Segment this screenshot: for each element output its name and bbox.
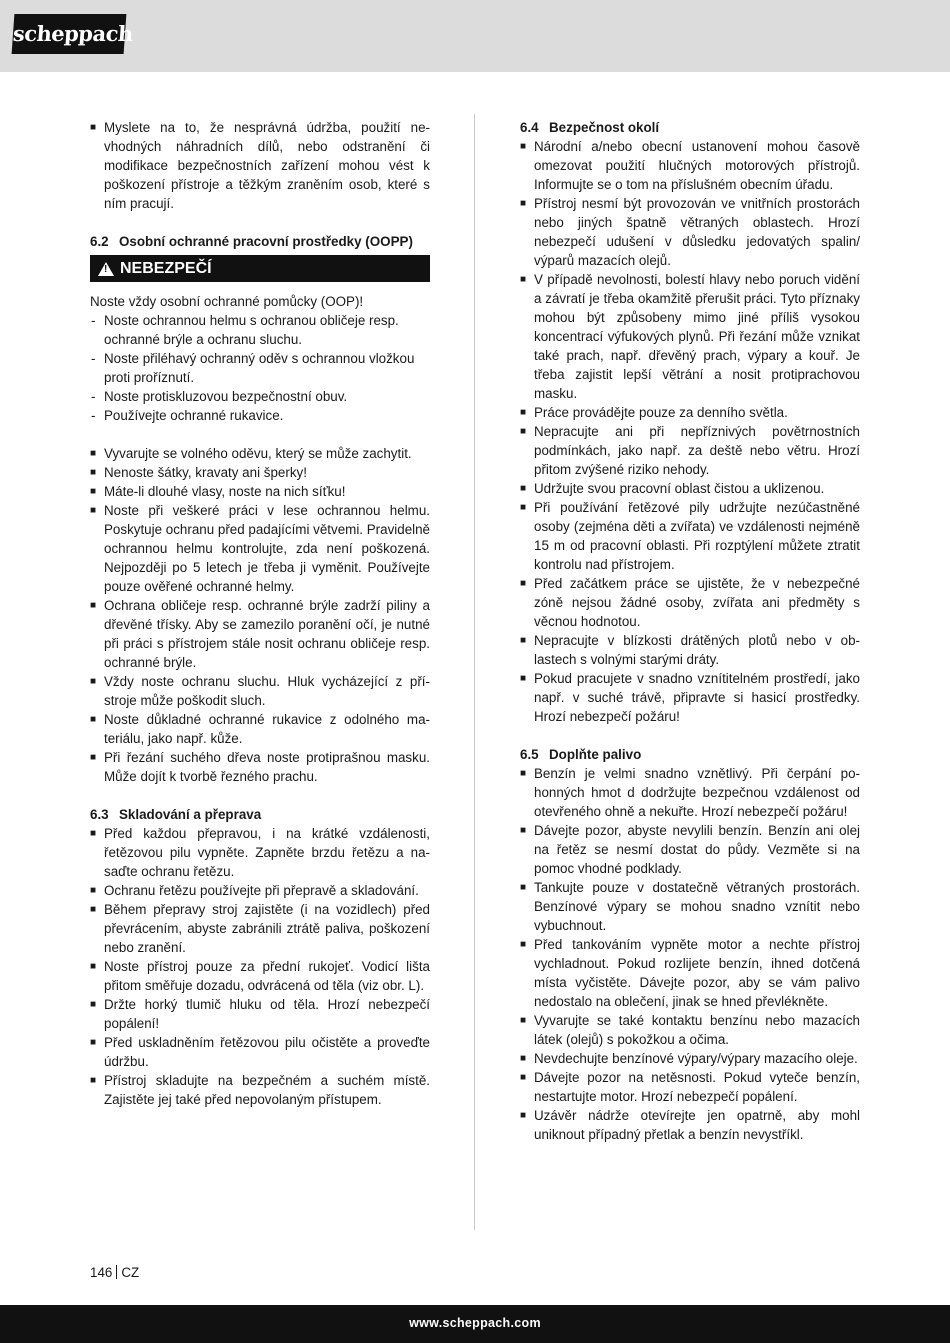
- list-item: ■ Ochrana obličeje resp. ochranné brýle zadrží piliny a dřevěné třísky. Aby se zamezilo poranění očí, je nutné při práci s přístrojem stále nosit ochranu obličeje resp. ochranné brýle.: [90, 596, 430, 672]
- section-title: Bezpečnost okolí: [549, 120, 660, 135]
- list-item: ■ Vyvarujte se také kontaktu benzínu nebo mazacích látek (olejů) s pokožkou a očima.: [520, 1011, 860, 1049]
- right-column: [520, 118, 860, 1144]
- section-number: 6.4: [520, 120, 539, 135]
- list-item: ■ Vždy noste ochranu sluchu. Hluk vycházející z přístroje může poškodit sluch.: [90, 672, 430, 710]
- section-heading-6-4: [520, 118, 860, 137]
- list-item: ■ Ochranu řetězu používejte při přepravě a skladování.: [90, 881, 430, 900]
- list-item: ■ Tankujte pouze v dostatečně větraných prostorách. Benzínové výpary se mohou snadno vznítit nebo vybuchnout.: [520, 878, 860, 935]
- list-item: ■ Benzín je velmi snadno vznětlivý. Při čerpání pohonných hmot d dodržujte bezpečnou vzdálenost od otevřeného ohně a nekuřte. Hrozí nebezpečí požáru!: [520, 764, 860, 821]
- list-item: ■ Vyvarujte se volného oděvu, který se může zachytit.: [90, 444, 430, 463]
- dash-item: - Noste ochrannou helmu s ochranou obličeje resp. ochranné brýle a ochranu sluchu.: [90, 311, 430, 349]
- page-number: 146: [90, 1265, 113, 1280]
- list-item: ■ Máte-li dlouhé vlasy, noste na nich síťku!: [90, 482, 430, 501]
- list-item: ■ Nevdechujte benzínové výpary/výpary mazacího oleje.: [520, 1049, 860, 1068]
- section-heading-6-3: [90, 805, 430, 824]
- page-footer: [90, 1265, 139, 1280]
- section-heading-6-2: [90, 232, 430, 251]
- warning-triangle-icon: [98, 262, 114, 276]
- list-item: ■ Myslete na to, že nesprávná údržba, použití nevhodných náhradních dílů, nebo odstranění či modifikace bezpečnostních zařízení mohou vést k poškození přístroje a těžkým zraněním osob, které s ním pracují.: [90, 118, 430, 213]
- danger-label: NEBEZPEČÍ: [120, 260, 212, 277]
- list-item: ■ Noste přístroj pouze za přední rukojeť. Vodicí lišta přitom směřuje dozadu, odvrácená od těla (viz obr. L).: [90, 957, 430, 995]
- section-number: 6.3: [90, 807, 109, 822]
- list-item: ■ Při používání řetězové pily udržujte nezúčastněné osoby (zejména děti a zvířata) ve vzdálenosti nejméně 15 m od pracovní oblasti. Při rozptýlení můžete ztratit kontrolu nad přístrojem.: [520, 498, 860, 574]
- header-bar: [0, 0, 950, 72]
- list-item: ■ Národní a/nebo obecní ustanovení mohou časově omezovat použití hlučných motorových přístrojů. Informujte se o tom na příslušném obecním úřadu.: [520, 137, 860, 194]
- list-item: ■ Noste důkladné ochranné rukavice z odolného materiálu, jako např. kůže.: [90, 710, 430, 748]
- footer-separator: [116, 1265, 117, 1279]
- dash-item: - Noste protiskluzovou bezpečnostní obuv.: [90, 387, 430, 406]
- list-item: ■ Při řezání suchého dřeva noste protiprašnou masku. Může dojít k tvorbě řezného prachu.: [90, 748, 430, 786]
- list-item: ■ Dávejte pozor, abyste nevylili benzín. Benzín ani olej na řetěz se nesmí dostat do půdy. Vezměte si na pomoc vhodné podklady.: [520, 821, 860, 878]
- footer-bar: [0, 1305, 950, 1343]
- list-item: ■ Práce provádějte pouze za denního světla.: [520, 403, 860, 422]
- scheppach-logo: scheppach: [12, 14, 127, 54]
- website-url: www.scheppach.com: [409, 1316, 541, 1330]
- list-item: ■ Držte horký tlumič hluku od těla. Hrozí nebezpečí popálení!: [90, 995, 430, 1033]
- list-item: ■ Před každou přepravou, i na krátké vzdálenosti, řetězovou pilu vypněte. Zapněte brzdu řetězu a nasaďte ochranu řetězu.: [90, 824, 430, 881]
- section-number: 6.2: [90, 234, 109, 249]
- left-column: [90, 118, 430, 1109]
- list-item: ■ Udržujte svou pracovní oblast čistou a uklizenou.: [520, 479, 860, 498]
- list-item: ■ Uzávěr nádrže otevírejte jen opatrně, aby mohl uniknout případný přetlak a benzín nevystříkl.: [520, 1106, 860, 1144]
- list-item: ■ Před uskladněním řetězovou pilu očistěte a proveďte údržbu.: [90, 1033, 430, 1071]
- danger-banner: [90, 255, 430, 282]
- list-item: ■ Před tankováním vypněte motor a nechte přístroj vychladnout. Pokud rozlijete benzín, ihned dotčená místa vyčistěte. Dávejte pozor, aby se vám palivo nedostalo na oblečení, jinak se hned převlékněte.: [520, 935, 860, 1011]
- list-item: ■ Před začátkem práce se ujistěte, že v nebezpečné zóně nejsou žádné osoby, zvířata ani předměty s věcnou hodnotou.: [520, 574, 860, 631]
- list-item: ■ Nenoste šátky, kravaty ani šperky!: [90, 463, 430, 482]
- section-number: 6.5: [520, 747, 539, 762]
- section-title: Skladování a přeprava: [119, 807, 262, 822]
- list-item: ■ Nepracujte ani při nepříznivých povětrnostních podmínkách, jako např. za deště nebo větru. Hrozí přitom zvýšené riziko nehody.: [520, 422, 860, 479]
- list-item: ■ Noste při veškeré práci v lese ochrannou helmu. Poskytuje ochranu před padajícími větvemi. Pravidelně ochrannou helmu kontrolujte, zda není poškozená. Nejpozději po 5 letech je třeba ji vyměnit. Používejte pouze ověřené ochranné helmy.: [90, 501, 430, 596]
- section-heading-6-5: [520, 745, 860, 764]
- paragraph: Noste vždy osobní ochranné pomůcky (OOP)!: [90, 294, 364, 309]
- list-item: ■ Pokud pracujete v snadno vznítitelném prostředí, jako např. v suché trávě, připravte si hasicí prostředky. Hrozí nebezpečí požáru!: [520, 669, 860, 726]
- list-item: ■ Během přepravy stroj zajistěte (i na vozidlech) před převrácením, abyste zabránili ztrátě paliva, poškození nebo zranění.: [90, 900, 430, 957]
- list-item: ■ V případě nevolnosti, bolestí hlavy nebo poruch vidění a závratí je třeba okamžitě přerušit práci. Tyto příznaky mohou být způsobeny mimo jiné příliš vysokou koncentrací výfukových plynů. Při řezání může vznikat také prach, např. dřevěný prach, výpary a kouř. Je třeba zajistit lepší větrání a nosit protiprachovou masku.: [520, 270, 860, 403]
- list-item: ■ Nepracujte v blízkosti drátěných plotů nebo v oblastech s volnými starými dráty.: [520, 631, 860, 669]
- column-divider: [474, 114, 475, 1230]
- dash-item: - Používejte ochranné rukavice.: [90, 406, 430, 425]
- language-code: CZ: [121, 1265, 140, 1280]
- list-item: ■ Přístroj skladujte na bezpečném a suchém místě. Zajistěte jej také před nepovolaným přístupem.: [90, 1071, 430, 1109]
- list-item: ■ Přístroj nesmí být provozován ve vnitřních prostorách nebo jiných špatně větraných oblastech. Hrozí nebezpečí udušení v důsledku jedovatých spalin/ výparů mazacích olejů.: [520, 194, 860, 270]
- section-title: Osobní ochranné pracovní prostředky (OOPP): [119, 234, 413, 249]
- section-title: Doplňte palivo: [549, 747, 642, 762]
- dash-item: - Noste přiléhavý ochranný oděv s ochrannou vložkou proti proříznutí.: [90, 349, 430, 387]
- list-item: ■ Dávejte pozor na netěsnosti. Pokud vyteče benzín, nestartujte motor. Hrozí nebezpečí popálení.: [520, 1068, 860, 1106]
